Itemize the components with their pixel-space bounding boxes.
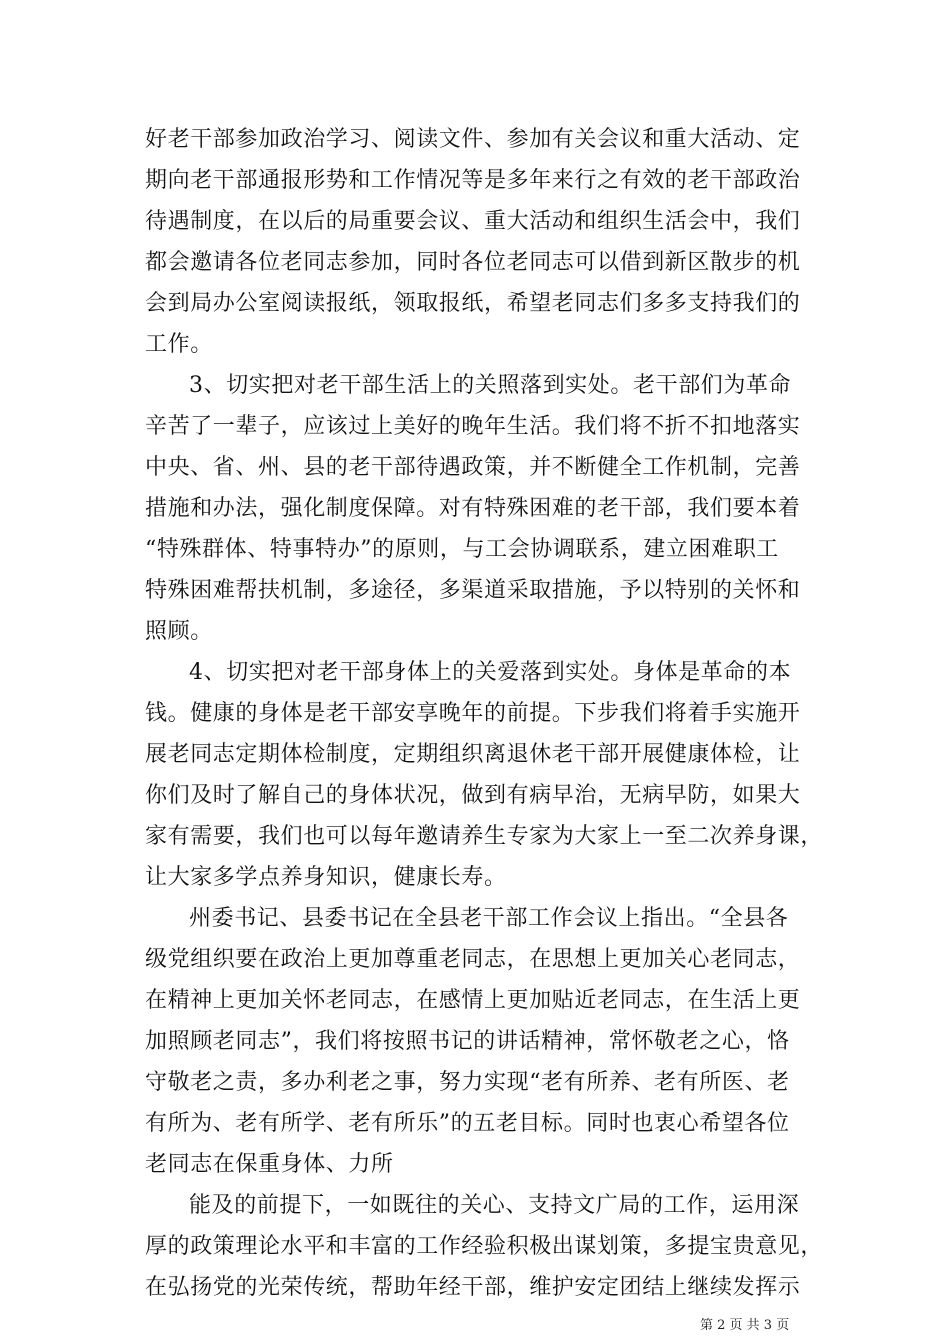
text-line: 钱。健康的身体是老干部安享晚年的前提。下步我们将着手实施开: [145, 701, 801, 726]
paragraph-5-start: 州委书记、县委书记在全县老干部工作会议上指出。“全县各: [189, 906, 789, 931]
text-line: 有所为、老有所学、老有所乐”的五老目标。同时也衷心希望各位: [145, 1111, 790, 1136]
paragraph-6-start: 能及的前提下，一如既往的关心、支持文广局的工作，运用深: [189, 1193, 800, 1218]
text-line: 待遇制度，在以后的局重要会议、重大活动和组织生活会中，我们: [145, 209, 801, 234]
text-line: 会到局办公室阅读报纸，领取报纸，希望老同志们多多支持我们的: [145, 291, 801, 316]
text-line: 辛苦了一辈子，应该过上美好的晚年生活。我们将不折不扣地落实: [145, 414, 801, 439]
text-line: 让大家多学点养身知识，健康长寿。: [145, 865, 507, 890]
text-line: 好老干部参加政治学习、阅读文件、参加有关会议和重大活动、定: [145, 127, 801, 152]
text-line: 在弘扬党的光荣传统，帮助年经干部，维护安定团结上继续发挥示: [145, 1275, 801, 1300]
page-number-footer: 第 2 页 共 3 页: [700, 1318, 790, 1333]
text-line: 工作。: [145, 332, 213, 357]
text-line: 特殊困难帮扶机制，多途径，多渠道采取措施，予以特别的关怀和: [145, 578, 801, 603]
text-line: 厚的政策理论水平和丰富的工作经验积极出谋划策，多提宝贵意见，: [145, 1234, 824, 1259]
paragraph-3-start: 3、切实把对老干部生活上的关照落到实处。老干部们为革命: [189, 373, 792, 398]
text-line: 家有需要，我们也可以每年邀请养生专家为大家上一至二次养身课，: [145, 824, 824, 849]
text-line: 都会邀请各位老同志参加，同时各位老同志可以借到新区散步的机: [145, 250, 801, 275]
text-line: 老同志在保重身体、力所: [145, 1152, 394, 1177]
text-line: 在精神上更加关怀老同志，在感情上更加贴近老同志，在生活上更: [145, 988, 801, 1013]
text-line: 期向老干部通报形势和工作情况等是多年来行之有效的老干部政治: [145, 168, 801, 193]
text-line: 展老同志定期体检制度，定期组织离退休老干部开展健康体检，让: [145, 742, 801, 767]
text-line: “特殊群体、特事特办”的原则，与工会协调联系，建立困难职工: [145, 537, 779, 562]
text-line: 中央、省、州、县的老干部待遇政策，并不断健全工作机制，完善: [145, 455, 801, 480]
text-line: 加照顾老同志”，我们将按照书记的讲话精神，常怀敬老之心，恪: [145, 1029, 790, 1054]
text-line: 措施和办法，强化制度保障。对有特殊困难的老干部，我们要本着: [145, 496, 801, 521]
text-line: 照顾。: [145, 619, 213, 644]
text-line: 级党组织要在政治上更加尊重老同志，在思想上更加关心老同志，: [145, 947, 801, 972]
paragraph-4-start: 4、切实把对老干部身体上的关爱落到实处。身体是革命的本: [189, 660, 792, 685]
text-line: 守敬老之责，多办利老之事，努力实现“老有所养、老有所医、老: [145, 1070, 790, 1095]
text-line: 你们及时了解自己的身体状况，做到有病早治，无病早防，如果大: [145, 783, 801, 808]
